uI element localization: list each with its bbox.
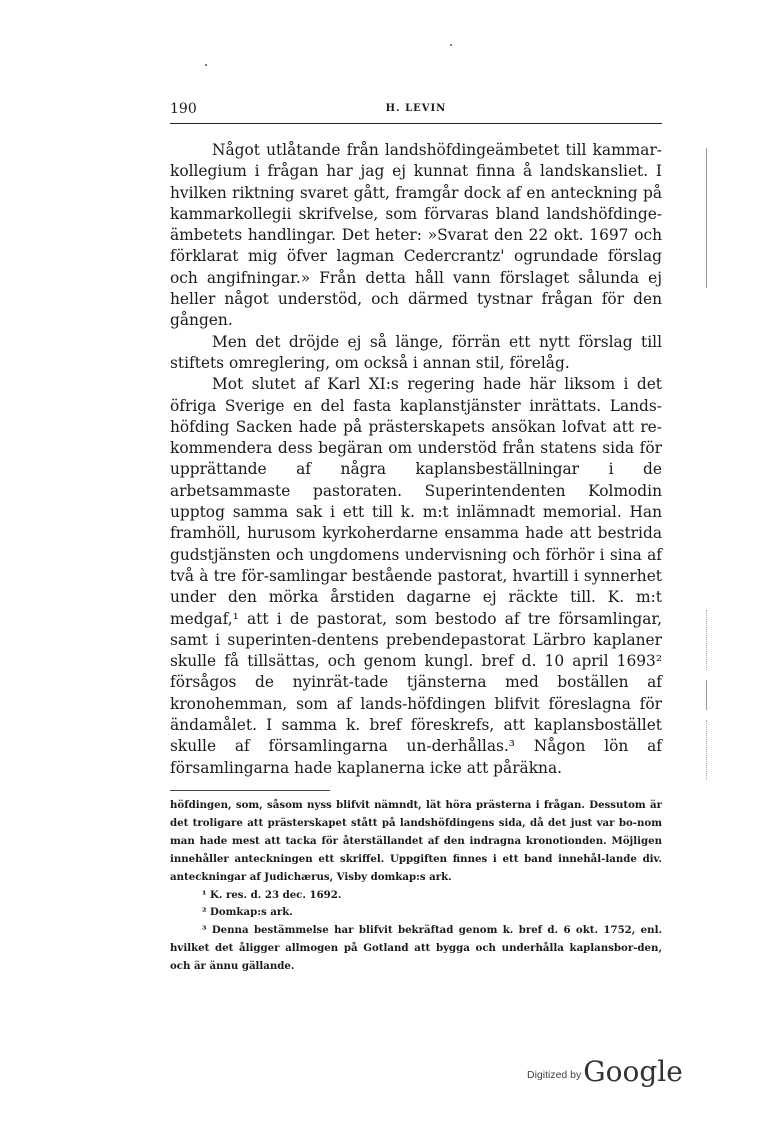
footnotes bbox=[170, 797, 662, 976]
scan-speck bbox=[205, 64, 207, 66]
paragraph: Men det dröjde ej så länge, förrän ett nytt förslag till stiftets omreglering, om också i annan stil, förelåg. bbox=[170, 332, 662, 372]
running-head: H. LEVIN bbox=[385, 103, 447, 114]
footnote: ¹ K. res. d. 23 dec. 1692. bbox=[202, 888, 342, 901]
scan-edge-dots bbox=[706, 720, 708, 780]
google-logo: Google bbox=[583, 1055, 683, 1088]
page-number: 190 bbox=[170, 101, 197, 117]
footnote: ³ Denna bestämmelse har blifvit bekräftad genom k. bref d. 6 okt. 1752, enl. hvilket det åligger allmogen på Gotland att bygga och underhålla kaplansbor-den, och är ännu gällande. bbox=[170, 924, 662, 973]
page-header bbox=[170, 101, 662, 119]
footnote: ² Domkap:s ark. bbox=[202, 906, 293, 919]
scan-edge-line bbox=[706, 680, 707, 710]
body-text bbox=[170, 140, 662, 779]
watermark-prefix: Digitized by bbox=[527, 1069, 582, 1081]
digitized-by-google-watermark bbox=[527, 1052, 683, 1088]
scan-edge-dots bbox=[706, 610, 708, 670]
footnote-continuation: höfdingen, som, såsom nyss blifvit nämndt, lät höra prästerna i frågan. Dessutom är det troligare att prästerskapet stått på landshöfdingens sida, då det just var bo-nom man hade mest att tacka för återställandet af den indragna kronotionden. Möjligen innehåller anteckningen ett skriffel. Uppgiften finnes i ett band innehål-lande div. anteckningar af Judichærus, Visby domkap:s ark. bbox=[170, 799, 662, 883]
footnote-rule bbox=[170, 790, 330, 791]
scan-speck bbox=[450, 44, 452, 46]
paragraph: Mot slutet af Karl XI:s regering hade här liksom i det öfriga Sverige en del fasta kaplanstjänster inrättats. Lands-höfding Sacken hade på prästerskapets ansökan lofvat att re-kommendera dess begäran om understöd från statens sida för upprättande af några kaplansbeställningar i de arbetsammaste pastoraten. Superintendenten Kolmodin upptog samma sak i ett till k. m:t inlämnadt memorial. Han framhöll, hurusom kyrkoherdarne ensamma hade att bestrida gudstjänsten och ungdomens undervisning och förhör i sina af två à tre för-samlingar bestående pastorat, hvartill i synnerhet under den mörka årstiden dagarne ej räckte till. K. m:t medgaf,¹ att i de pastorat, som bestodo af tre församlingar, samt i superinten-dentens prebendepastorat Lärbro kaplaner skulle få tillsättas, och genom kungl. bref d. 10 april 1693² försågos de nyinrät-tade tjänsterna med boställen af kronohemman, som af lands-höfdingen blifvit föreslagna för ändamålet. I samma k. bref föreskrefs, att kaplansbostället skulle af församlingarna un-derhållas.³ Någon lön af församlingarna hade kaplanerna icke att påräkna. bbox=[170, 375, 662, 777]
paragraph: Något utlåtande från landshöfdingeämbetet till kammar-kollegium i frågan har jag ej kunnat finna å landskansliet. I hvilken riktning svaret gått, framgår dock af en anteckning på kammarkollegii skrifvelse, som förvaras bland landshöfdinge-ämbetets handlingar. Det heter: »Svarat den 22 okt. 1697 och förklarat mig öfver lagman Cedercrantz' ogrundade förslag och angifningar.» Från detta håll vann förslaget sålunda ej heller något understöd, och därmed tystnar frågan för den gången. bbox=[170, 141, 662, 330]
scan-edge-line bbox=[706, 148, 707, 288]
header-rule bbox=[170, 123, 662, 124]
